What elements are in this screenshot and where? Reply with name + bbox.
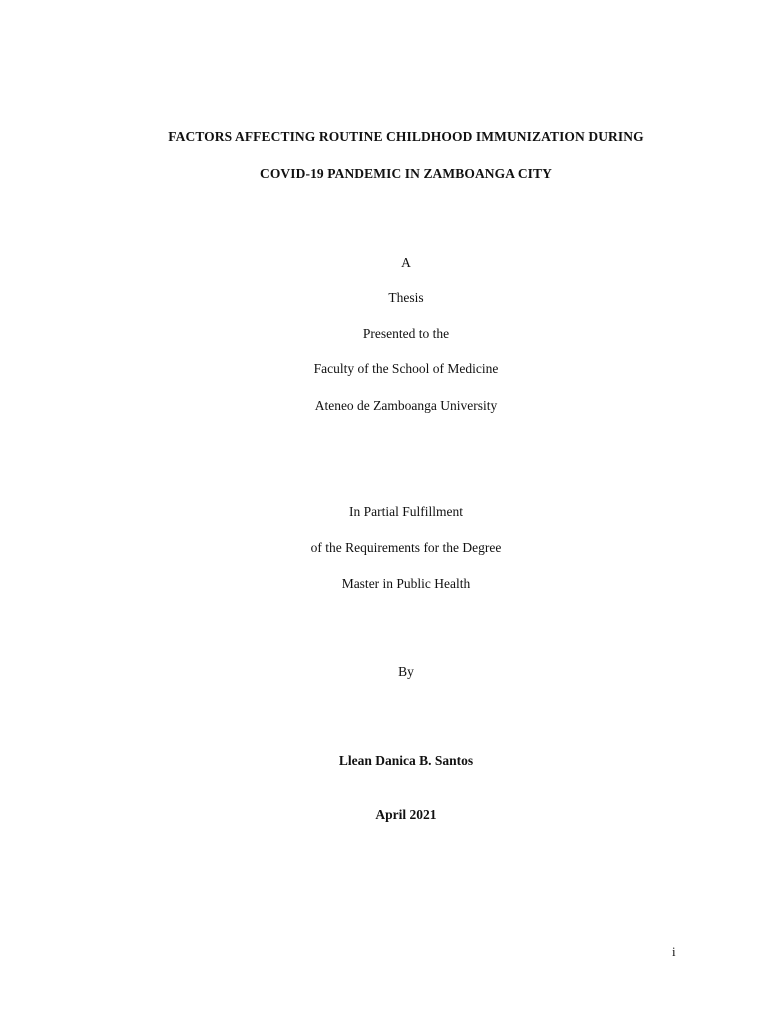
submission-date: April 2021 xyxy=(375,807,437,822)
fulfillment-line-1: In Partial Fulfillment xyxy=(349,504,463,519)
fulfillment-line-2: of the Requirements for the Degree xyxy=(310,540,502,555)
presented-to: Presented to the xyxy=(362,326,450,341)
presentation-article: A xyxy=(401,255,411,270)
by-label: By xyxy=(398,664,414,679)
presentation-type: Thesis xyxy=(388,290,424,305)
degree-name: Master in Public Health xyxy=(341,576,471,591)
title-line-1: FACTORS AFFECTING ROUTINE CHILDHOOD IMMUNIZATION DURING xyxy=(168,129,644,144)
faculty-name: Faculty of the School of Medicine xyxy=(313,361,499,376)
page-number: i xyxy=(672,944,676,959)
title-line-2: COVID-19 PANDEMIC IN ZAMBOANGA CITY xyxy=(259,166,552,181)
author-name: Llean Danica B. Santos xyxy=(338,753,474,768)
university-name: Ateneo de Zamboanga University xyxy=(314,398,498,413)
